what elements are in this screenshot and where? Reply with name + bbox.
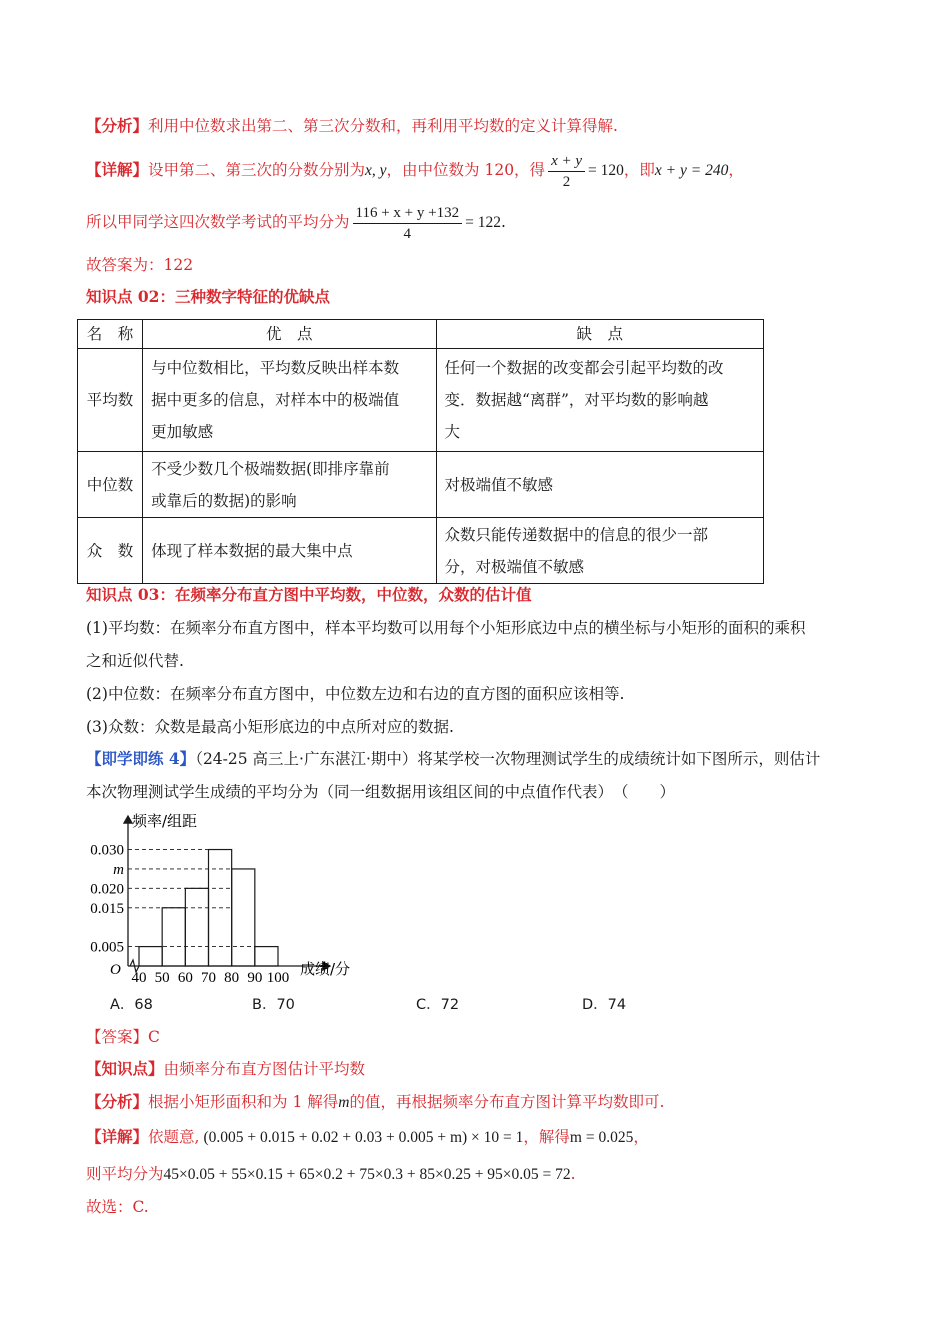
con-line: 众数只能传递数据中的信息的很少一部 <box>444 525 709 544</box>
row-con <box>436 518 763 584</box>
x-tick-label: 60 <box>177 970 193 986</box>
analysis-line <box>86 115 618 137</box>
histogram-bar <box>255 947 278 966</box>
kp03-line-2: (2)中位数：在频率分布直方图中，中位数左边和右边的直方图的面积应该相等. <box>86 685 625 703</box>
detail-m-value: m = 0.025 <box>569 1129 634 1146</box>
period: . <box>500 213 506 231</box>
row-name: 平均数 <box>78 349 143 452</box>
y-tick-label: 0.015 <box>90 900 124 917</box>
x-axis-label: 成绩/分 <box>300 960 351 978</box>
analysis-text: 利用中位数求出第二、第三次分数和，再利用平均数的定义计算得解. <box>148 117 618 135</box>
header-con: 缺 点 <box>436 320 763 349</box>
analysis-tag: 【分析】 <box>86 116 149 135</box>
detail-vars: x, y <box>365 162 387 179</box>
pro-line: 更加敏感 <box>151 423 214 441</box>
row-name: 中位数 <box>78 452 143 518</box>
analysis-text-2a: 根据小矩形面积和为 1 解得 <box>148 1093 339 1111</box>
origin-label: O <box>110 962 121 978</box>
exercise-line-1 <box>86 748 820 770</box>
fraction-median-den: 2 <box>562 173 571 190</box>
x-tick-label: 40 <box>131 970 147 986</box>
detail-tag-2: 【详解】 <box>86 1127 149 1146</box>
kp03-line-3: (3)众数：众数是最高小矩形底边的中点所对应的数据. <box>86 718 454 736</box>
table-row <box>78 349 764 452</box>
answer-c: 【答案】C <box>86 1028 160 1046</box>
con-line: 大 <box>444 423 461 441</box>
option-c[interactable]: C．72 <box>416 997 460 1013</box>
analysis-tag-2: 【分析】 <box>86 1092 149 1111</box>
kp03-title: 知识点 03：在频率分布直方图中平均数，中位数，众数的估计值 <box>86 585 532 604</box>
detail-text-b: ，由中位数为 120，得 <box>386 161 546 179</box>
fraction-median-num: x + y <box>548 151 585 172</box>
fraction-average <box>353 203 463 244</box>
table-row <box>78 518 764 584</box>
detail-text-2c: ， <box>633 1128 649 1146</box>
header-name: 名 称 <box>78 320 143 349</box>
kp-tag: 【知识点】 <box>86 1059 164 1078</box>
y-tick-labels <box>90 843 124 956</box>
table-row <box>78 452 764 518</box>
fraction-average-den: 4 <box>403 225 412 242</box>
option-d[interactable]: D．74 <box>582 997 627 1013</box>
header-pro: 优 点 <box>143 320 436 349</box>
fraction-average-num: 116 + x + y +132 <box>353 203 463 224</box>
detail-text-c: ，即 <box>623 161 655 179</box>
histogram-bar <box>232 869 255 966</box>
option-a[interactable]: A．68 <box>110 997 153 1013</box>
row-name: 众 数 <box>78 518 143 584</box>
equation-122: = 122 <box>465 214 501 231</box>
x-tick-label: 70 <box>201 970 216 986</box>
analysis-line-2 <box>86 1091 664 1114</box>
row-pro <box>143 452 436 518</box>
detail-tag: 【详解】 <box>86 160 149 179</box>
choice-line: 故选：C. <box>86 1198 149 1216</box>
y-axis-label: 频率/组距 <box>132 812 198 830</box>
frequency-histogram <box>80 810 380 986</box>
exercise-tag: 【即学即练 4】 <box>86 749 196 768</box>
pro-line: 与中位数相比，平均数反映出样本数 <box>151 359 400 377</box>
detail-text-2a: 依题意, <box>148 1128 200 1146</box>
con-line: 分，对极端值不敏感 <box>444 557 585 576</box>
x-tick-label: 50 <box>154 970 170 986</box>
detail-equation: (0.005 + 0.015 + 0.02 + 0.03 + 0.005 + m) × 10 = 1 <box>203 1129 524 1146</box>
average-text: 所以甲同学这四次数学考试的平均分为 <box>86 213 350 231</box>
con-line: 任何一个数据的改变都会引起平均数的改 <box>444 359 724 377</box>
detail-text-a: 设甲第二、第三次的分数分别为 <box>148 161 366 179</box>
answer-line: 故答案为：122 <box>86 256 194 274</box>
kp02-title: 知识点 02：三种数字特征的优缺点 <box>86 287 330 306</box>
kp-line <box>86 1058 365 1080</box>
histogram-guides <box>128 850 255 947</box>
average-end: . <box>570 1165 576 1183</box>
average-text-2: 则平均分为 <box>86 1165 164 1183</box>
histogram-bar <box>162 908 185 966</box>
histogram-bar <box>139 947 162 966</box>
comparison-table <box>77 319 764 584</box>
row-con <box>436 452 763 518</box>
x-tick-labels <box>132 970 290 986</box>
y-tick-label: 0.020 <box>90 881 124 898</box>
equation-120: = 120 <box>588 162 624 179</box>
pro-line: 不受少数几个极端数据(即排序靠前 <box>151 459 390 478</box>
pro-line: 或靠后的数据)的影响 <box>151 491 297 510</box>
row-pro <box>143 518 436 584</box>
con-line: 对极端值不敏感 <box>444 475 554 494</box>
y-tick-label: 0.030 <box>90 842 124 859</box>
x-tick-label: 100 <box>266 970 290 986</box>
pro-line: 据中更多的信息，对样本中的极端值 <box>151 391 400 409</box>
exercise-source: （24-25 高三上·广东湛江·期中）将某学校一次物理测试学生的成绩统计如下图所示，则估计 <box>195 750 821 768</box>
kp-text: 由频率分布直方图估计平均数 <box>163 1060 366 1078</box>
fraction-median <box>548 151 585 192</box>
analysis-text-2b: 的值，再根据频率分布直方图计算平均数即可. <box>349 1093 665 1111</box>
equation-240: x + y = 240 <box>654 162 729 179</box>
detail-line <box>86 150 744 192</box>
average-line <box>86 202 506 244</box>
x-tick-label: 90 <box>247 970 263 986</box>
histogram-bar <box>185 888 208 966</box>
row-con <box>436 349 763 452</box>
y-tick-label: 0.005 <box>90 939 124 956</box>
exercise-line-2: 本次物理测试学生成绩的平均分为（同一组数据用该组区间的中点值作代表） （ ） <box>86 783 676 801</box>
kp03-line-1b: 之和近似代替. <box>86 652 184 670</box>
con-line: 变．数据越“离群”，对平均数的影响越 <box>444 391 709 409</box>
detail-comma: ， <box>728 161 744 179</box>
option-b[interactable]: B．70 <box>252 997 295 1013</box>
kp03-line-1a: (1)平均数：在频率分布直方图中，样本平均数可以用每个小矩形底边中点的横坐标与小矩形的面积的乘积 <box>86 619 806 637</box>
average-line-2 <box>86 1163 576 1186</box>
analysis-m: m <box>338 1094 350 1111</box>
detail-line-2 <box>86 1126 649 1149</box>
table-header-row <box>78 320 764 349</box>
row-pro <box>143 349 436 452</box>
x-tick-label: 80 <box>224 970 240 986</box>
pro-line: 体现了样本数据的最大集中点 <box>151 541 353 560</box>
average-equation: 45×0.05 + 55×0.15 + 65×0.2 + 75×0.3 + 85×0.25 + 95×0.05 = 72 <box>163 1166 571 1183</box>
detail-text-2b: ，解得 <box>523 1128 570 1146</box>
y-tick-label: m <box>113 861 124 878</box>
